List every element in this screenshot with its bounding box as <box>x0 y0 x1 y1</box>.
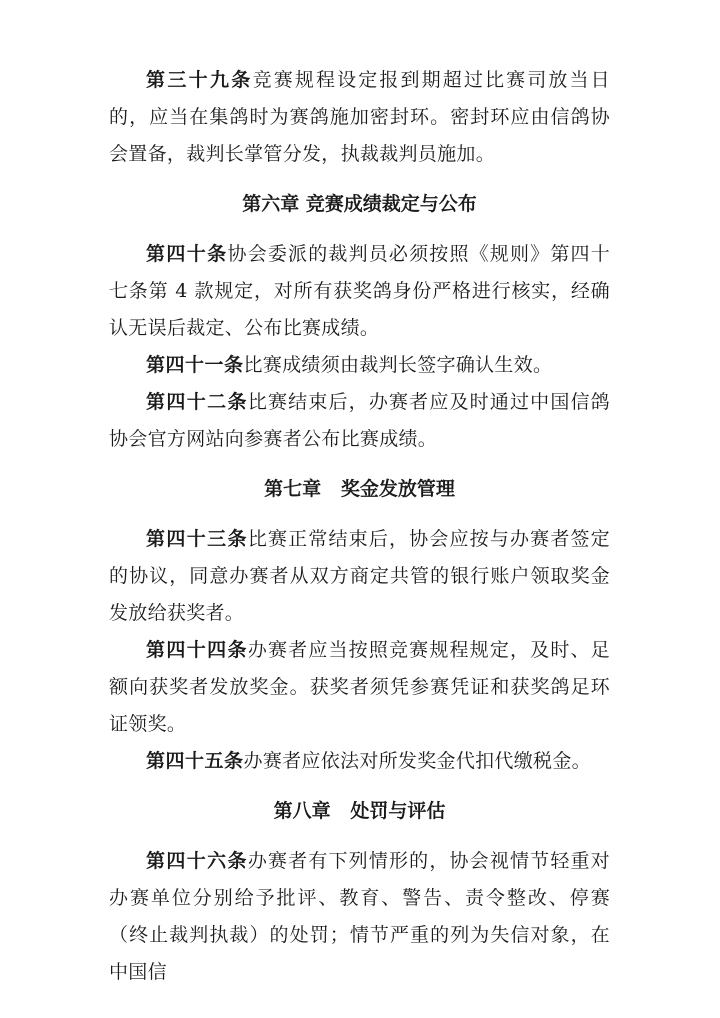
chapter-7-heading: 第七章 奖金发放管理 <box>264 478 455 500</box>
article-number: 第四十三条 <box>146 528 248 550</box>
article-46 <box>109 843 610 991</box>
article-text: 比赛结束后，办赛者应及时通过中国信鸽协会官方网站向参赛者公布比赛成绩。 <box>109 391 610 450</box>
article-41 <box>109 347 610 384</box>
article-text: 比赛正常结束后，协会应按与办赛者签定的协议，同意办赛者从双方商定共管的银行账户领取奖金发放给获奖者。 <box>109 528 610 624</box>
chapter-8-heading: 第八章 处罚与评估 <box>273 800 446 822</box>
article-text: 办赛者应依法对所发奖金代扣代缴税金。 <box>243 750 591 772</box>
article-text: 竞赛规程设定报到期超过比赛司放当日的，应当在集鸽时为赛鸽施加密封环。密封环应由信鸽协会置备，裁判长掌管分发，执裁裁判员施加。 <box>109 69 610 165</box>
article-number: 第三十九条 <box>146 69 253 91</box>
document-page <box>109 62 610 991</box>
article-43 <box>109 521 610 632</box>
article-text: 办赛者有下列情形的，协会视情节轻重对办赛单位分别给予批评、教育、警告、责令整改、停赛（终止裁判执裁）的处罚；情节严重的列为失信对象，在中国信 <box>109 850 610 983</box>
article-number: 第四十一条 <box>146 354 244 376</box>
chapter-6-heading: 第六章 竞赛成绩裁定与公布 <box>242 193 477 215</box>
article-text: 比赛成绩须由裁判长签字确认生效。 <box>243 354 553 376</box>
article-text: 协会委派的裁判员必须按照《规则》第四十七条第 4 款规定，对所有获奖鸽身份严格进行核实，经确认无误后裁定、公布比赛成绩。 <box>109 243 610 339</box>
article-44 <box>109 632 610 743</box>
article-number: 第四十条 <box>146 243 228 265</box>
article-text: 办赛者应当按照竞赛规程规定，及时、足额向获奖者发放奖金。获奖者须凭参赛凭证和获奖鸽足环证领奖。 <box>109 639 610 735</box>
article-number: 第四十五条 <box>146 750 244 772</box>
article-number: 第四十六条 <box>146 850 248 872</box>
article-40 <box>109 236 610 347</box>
article-45 <box>109 743 610 780</box>
article-number: 第四十二条 <box>146 391 248 413</box>
article-39 <box>109 62 610 173</box>
article-number: 第四十四条 <box>146 639 248 661</box>
article-42 <box>109 384 610 458</box>
